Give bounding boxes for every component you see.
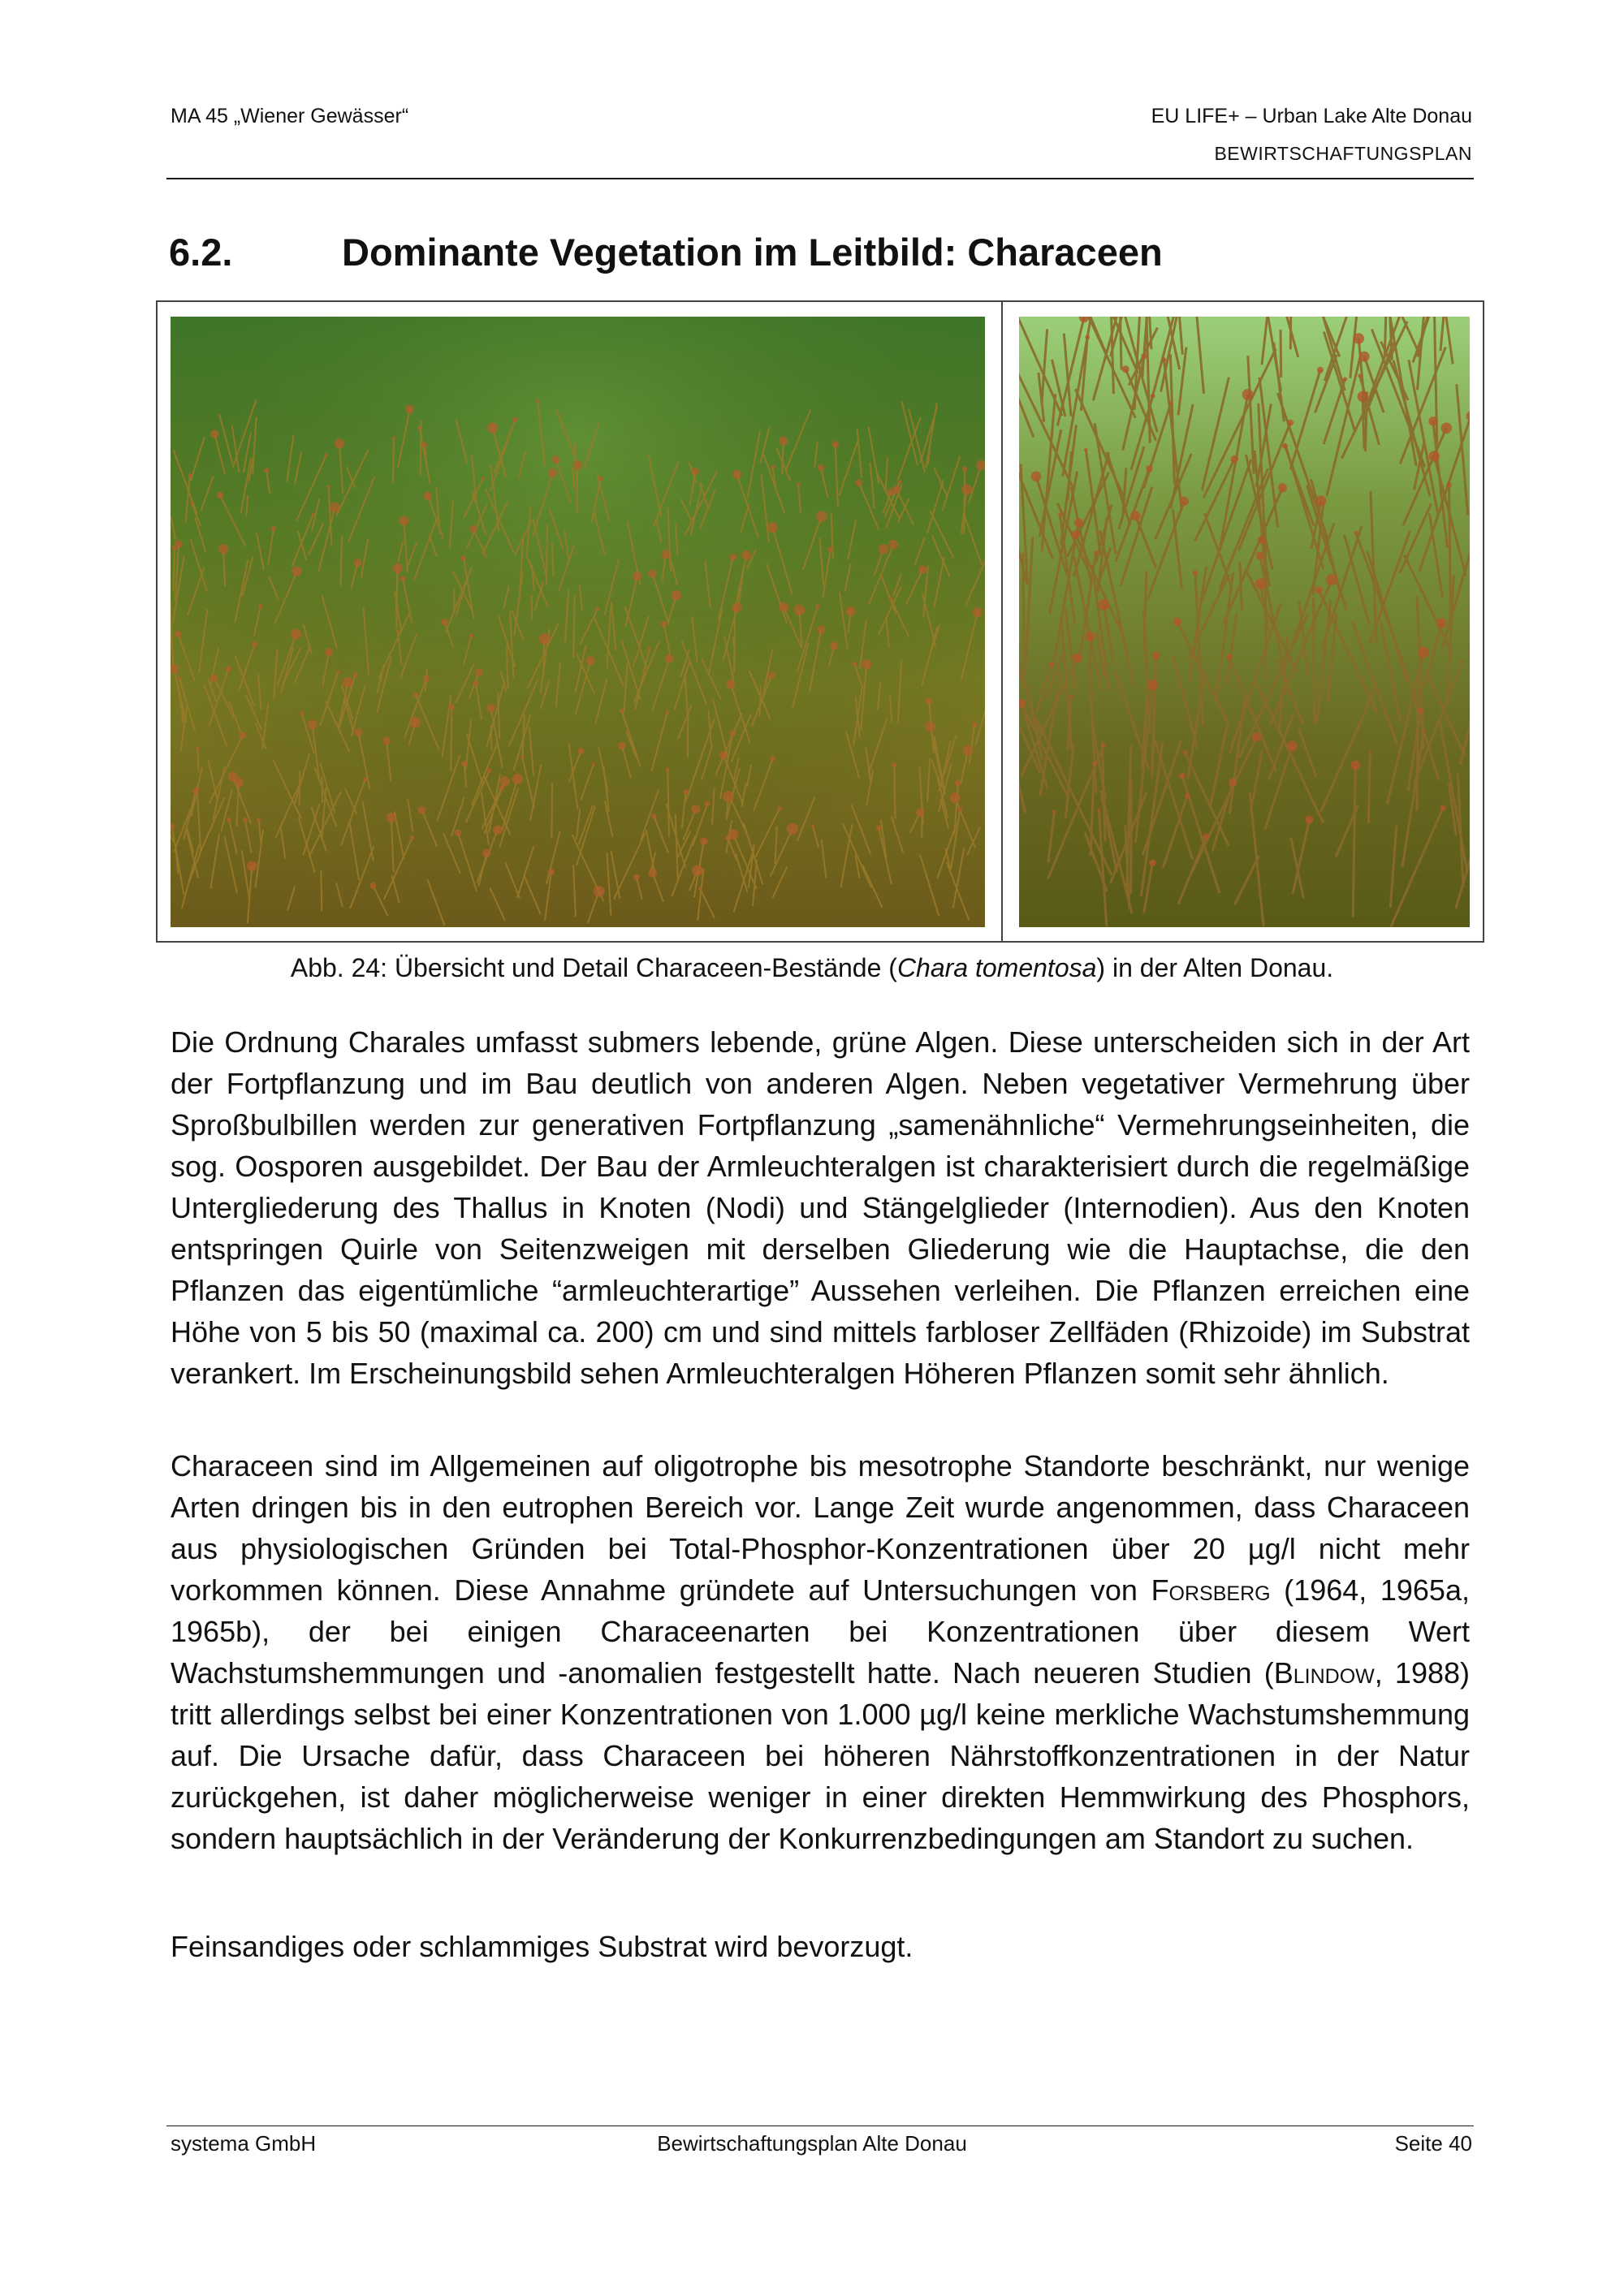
caption-species-name: Chara tomentosa (896, 953, 1097, 982)
header-right-subtitle: BEWIRTSCHAFTUNGSPLAN (1214, 143, 1472, 164)
footer-page-number: Seite 40 (1394, 2131, 1472, 2156)
section-number: 6.2. (169, 231, 233, 274)
paragraph-standorte (171, 1445, 1470, 1859)
caption-text-prefix: Abb. 24: Übersicht und Detail Characeen-Bestände ( (290, 953, 897, 982)
paragraph-standorte-part1: Characeen sind im Allgemeinen auf oligotrophe bis mesotrophe Standorte beschränkt, nur wenige Arten dringen bis in den eutrophen Bereich vor. Lange Zeit wurde angenommen, dass Characeen aus physiologischen Gründen bei Total-Phosphor-Konzentrationen über 20 µg/l nicht mehr vorkommen können. Diese Annahme gründete auf Untersuchungen von (171, 1449, 1470, 1607)
footer-company: systema GmbH (171, 2131, 317, 2156)
paragraph-substrat: Feinsandiges oder schlammiges Substrat wird bevorzugt. (171, 1930, 914, 1963)
paragraph-standorte-part3: , 1988) tritt allerdings selbst bei einer Konzentrationen von 1.000 µg/l keine merkliche Wachstumshemmung auf. Die Ursache dafür, dass Characeen bei höheren Nährstoffkonzentrationen in der Natur zurückgehen, ist daher möglicherweise weniger in einer direkten Hemmwirkung des Phosphors, sondern hauptsächlich in der Veränderung der Konkurrenzbedingungen am Standort zu suchen. (171, 1656, 1470, 1855)
figure-caption (0, 952, 1624, 984)
characeen-detail-photo (1019, 317, 1470, 927)
figure-divider (1001, 300, 1003, 943)
characeen-overview-photo (171, 317, 985, 927)
author-blindow: Blindow (1273, 1656, 1375, 1690)
paragraph-standorte-part2: (1964, 1965a, 1965b), der bei einigen Characeenarten bei Konzentrationen über diesem Wert Wachstumshemmungen und -anomalien festgestellt hatte. Nach neueren Studien ( (171, 1573, 1470, 1690)
author-forsberg: Forsberg (1151, 1573, 1271, 1607)
paragraph-charales: Die Ordnung Charales umfasst submers lebende, grüne Algen. Diese unterscheiden sich in der Art der Fortpflanzung und im Bau deutlich von anderen Algen. Neben vegetativer Vermehrung über Sproßbulbillen werden zur generativen Fortpflanzung „samenähnliche“ Vermehrungseinheiten, die sog. Oosporen ausgebildet. Der Bau der Armleuchteralgen ist charakterisiert durch die regelmäßige Untergliederung des Thallus in Knoten (Nodi) und Stängelglieder (Internodien). Aus den Knoten entspringen Quirle von Seitenzweigen mit derselben Gliederung wie die Hauptachse, die den Pflanzen das eigentümliche “armleuchterartige” Aussehen verleihen. Die Pflanzen erreichen eine Höhe von 5 bis 50 (maximal ca. 200) cm und sind mittels farbloser Zellfäden (Rhizoide) im Substrat verankert. Im Erscheinungsbild sehen Armleuchteralgen Höheren Pflanzen somit sehr ähnlich. (171, 1025, 1470, 1390)
header-right-title: EU LIFE+ – Urban Lake Alte Donau (1151, 105, 1472, 127)
section-title: Dominante Vegetation im Leitbild: Characeen (342, 231, 1163, 274)
header-divider (166, 178, 1474, 179)
caption-text-suffix: ) in der Alten Donau. (1096, 953, 1334, 982)
header-left: MA 45 „Wiener Gewässer“ (171, 105, 409, 127)
footer-document-title: Bewirtschaftungsplan Alte Donau (657, 2131, 967, 2156)
